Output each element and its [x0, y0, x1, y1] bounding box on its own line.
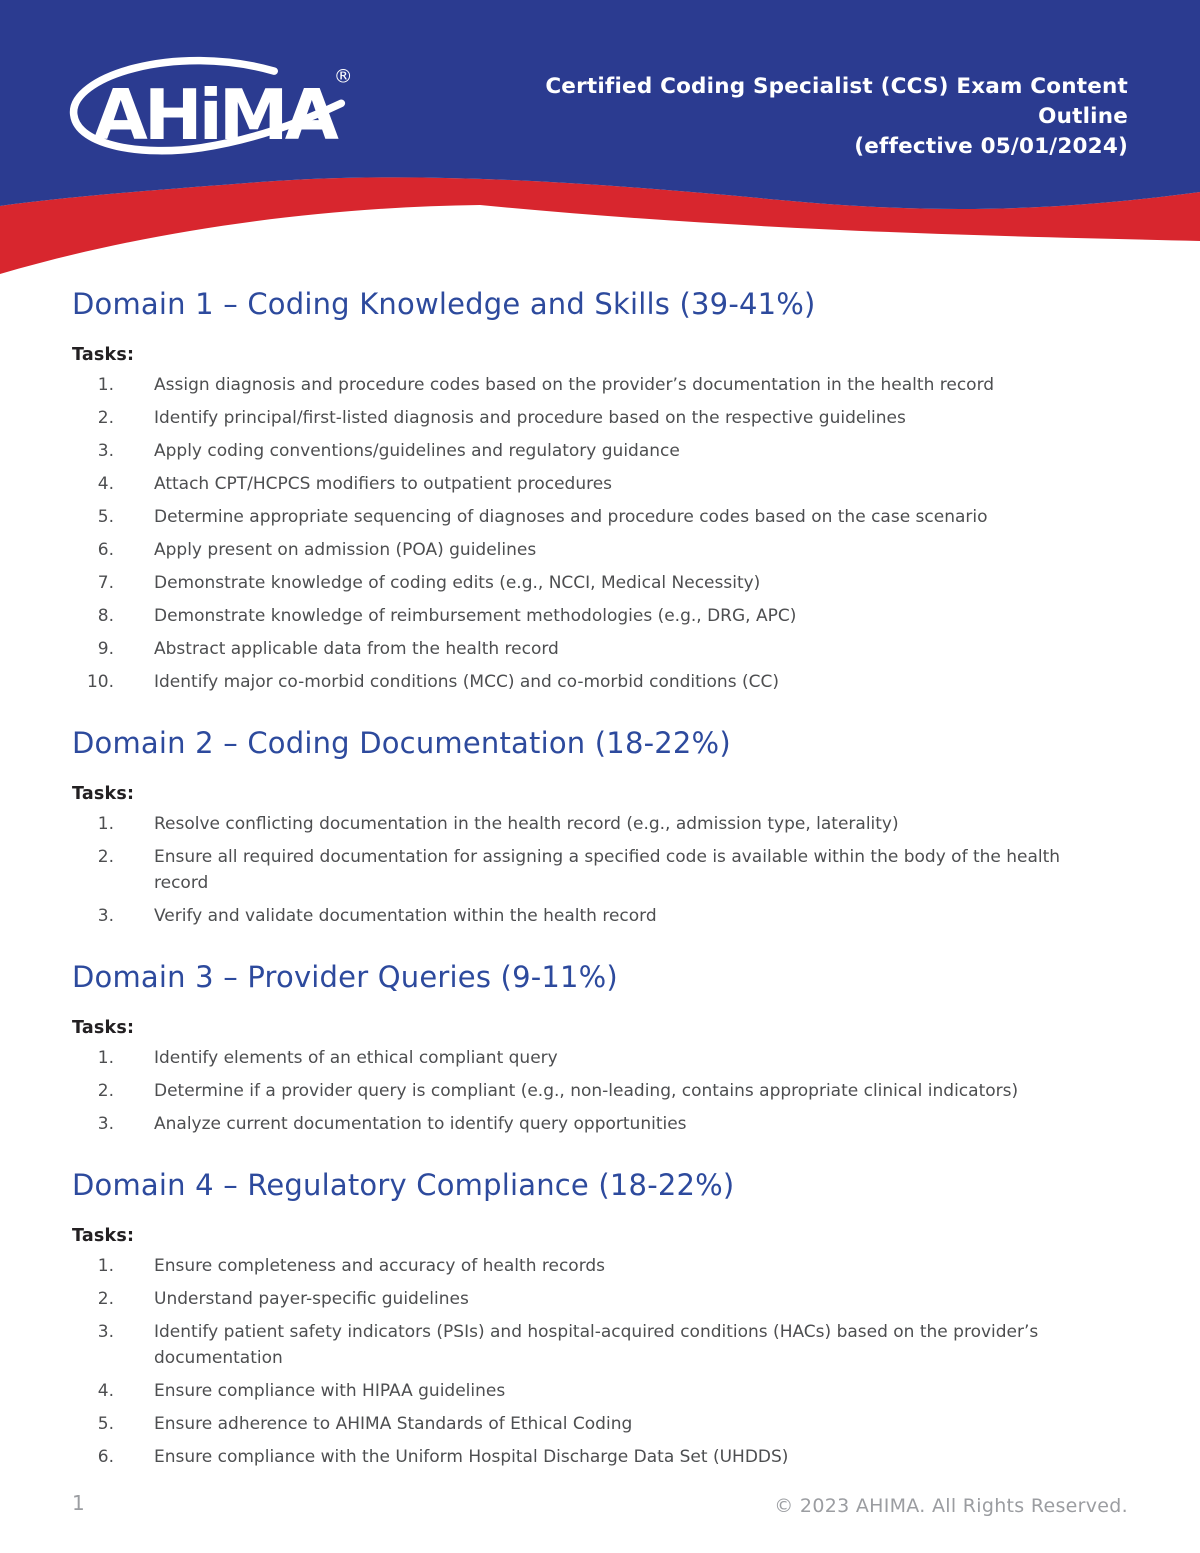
- task-item: [72, 537, 1128, 563]
- task-item: [72, 1411, 1128, 1437]
- task-number: 10.: [86, 672, 114, 692]
- task-item: [72, 1253, 1128, 1279]
- task-item: [72, 1045, 1128, 1071]
- task-text: Identify principal/first-listed diagnosis and procedure based on the respective guidelines: [154, 408, 906, 428]
- domain-heading: Domain 2 – Coding Documentation (18-22%): [72, 726, 731, 760]
- tasks-list: [72, 1253, 1128, 1470]
- copyright-text: © 2023 AHIMA. All Rights Reserved.: [774, 1495, 1128, 1517]
- page-number: 1: [72, 1491, 85, 1515]
- task-number: 8.: [97, 606, 114, 626]
- task-number: 5.: [97, 507, 114, 527]
- task-number: 3.: [97, 1114, 114, 1134]
- task-text: Verify and validate documentation within the health record: [154, 906, 657, 926]
- task-text: Abstract applicable data from the health record: [154, 639, 559, 659]
- task-item: [72, 1111, 1128, 1137]
- domain-section: [72, 725, 1128, 929]
- task-item: [72, 504, 1128, 530]
- task-text: Ensure all required documentation for assigning a specified code is available within the body of the health record: [154, 847, 1061, 893]
- task-item: [72, 844, 1128, 896]
- ahima-logo-text: AHiMA: [93, 75, 336, 157]
- task-number: 4.: [97, 474, 114, 494]
- task-text: Ensure adherence to AHIMA Standards of Ethical Coding: [154, 1414, 633, 1434]
- task-text: Analyze current documentation to identify query opportunities: [154, 1114, 687, 1134]
- tasks-list: [72, 811, 1128, 929]
- task-number: 7.: [97, 573, 114, 593]
- tasks-list: [72, 372, 1128, 695]
- task-number: 6.: [97, 1447, 114, 1467]
- header-title-line2: (effective 05/01/2024): [854, 134, 1128, 159]
- task-item: [72, 372, 1128, 398]
- task-text: Apply coding conventions/guidelines and regulatory guidance: [154, 441, 680, 461]
- task-item: [72, 1378, 1128, 1404]
- task-text: Identify patient safety indicators (PSIs) and hospital-acquired conditions (HACs) based on the provider’s documentation: [154, 1322, 1039, 1368]
- domain-section: [72, 286, 1128, 695]
- tasks-label: Tasks:: [72, 784, 135, 804]
- task-number: 9.: [97, 639, 114, 659]
- task-number: 4.: [97, 1381, 114, 1401]
- task-number: 5.: [97, 1414, 114, 1434]
- task-text: Demonstrate knowledge of coding edits (e.g., NCCI, Medical Necessity): [154, 573, 761, 593]
- task-item: [72, 405, 1128, 431]
- task-number: 2.: [97, 1289, 114, 1309]
- task-item: [72, 811, 1128, 837]
- task-item: [72, 570, 1128, 596]
- task-item: [72, 471, 1128, 497]
- domain-heading: Domain 1 – Coding Knowledge and Skills (39-41%): [72, 287, 816, 321]
- domain-heading: Domain 4 – Regulatory Compliance (18-22%): [72, 1168, 735, 1202]
- task-item: [72, 1319, 1128, 1371]
- task-text: Attach CPT/HCPCS modifiers to outpatient procedures: [154, 474, 613, 494]
- task-item: [72, 603, 1128, 629]
- domain-heading: Domain 3 – Provider Queries (9-11%): [72, 960, 618, 994]
- task-item: [72, 903, 1128, 929]
- task-number: 3.: [97, 441, 114, 461]
- task-number: 1.: [97, 814, 114, 834]
- domain-section: [72, 959, 1128, 1137]
- domain-section: [72, 1167, 1128, 1470]
- tasks-label: Tasks:: [72, 1018, 135, 1038]
- task-number: 1.: [97, 1256, 114, 1276]
- task-text: Determine appropriate sequencing of diagnoses and procedure codes based on the case scenario: [154, 507, 988, 527]
- task-text: Understand payer-specific guidelines: [154, 1289, 469, 1309]
- task-text: Ensure completeness and accuracy of health records: [154, 1256, 606, 1276]
- task-number: 3.: [97, 906, 114, 926]
- registered-mark-icon: ®: [333, 65, 353, 88]
- task-item: [72, 1078, 1128, 1104]
- task-text: Assign diagnosis and procedure codes based on the provider’s documentation in the health record: [154, 375, 995, 395]
- task-item: [72, 636, 1128, 662]
- task-number: 2.: [97, 408, 114, 428]
- task-item: [72, 438, 1128, 464]
- task-text: Identify elements of an ethical compliant query: [154, 1048, 558, 1068]
- task-item: [72, 1444, 1128, 1470]
- tasks-label: Tasks:: [72, 1226, 135, 1246]
- task-text: Resolve conflicting documentation in the health record (e.g., admission type, laterality): [154, 814, 899, 834]
- task-text: Demonstrate knowledge of reimbursement methodologies (e.g., DRG, APC): [154, 606, 797, 626]
- task-item: [72, 1286, 1128, 1312]
- task-item: [72, 669, 1128, 695]
- task-text: Determine if a provider query is compliant (e.g., non-leading, contains appropriate clinical indicators): [154, 1081, 1019, 1101]
- task-number: 2.: [97, 1081, 114, 1101]
- task-number: 2.: [97, 847, 114, 867]
- task-number: 6.: [97, 540, 114, 560]
- task-text: Ensure compliance with the Uniform Hospital Discharge Data Set (UHDDS): [154, 1447, 789, 1467]
- tasks-list: [72, 1045, 1128, 1137]
- task-number: 1.: [97, 375, 114, 395]
- task-number: 3.: [97, 1322, 114, 1342]
- task-text: Identify major co-morbid conditions (MCC) and co-morbid conditions (CC): [154, 672, 779, 692]
- task-number: 1.: [97, 1048, 114, 1068]
- tasks-label: Tasks:: [72, 345, 135, 365]
- header-title-line1: Certified Coding Specialist (CCS) Exam Content Outline: [545, 74, 1128, 129]
- task-text: Ensure compliance with HIPAA guidelines: [154, 1381, 506, 1401]
- task-text: Apply present on admission (POA) guidelines: [154, 540, 537, 560]
